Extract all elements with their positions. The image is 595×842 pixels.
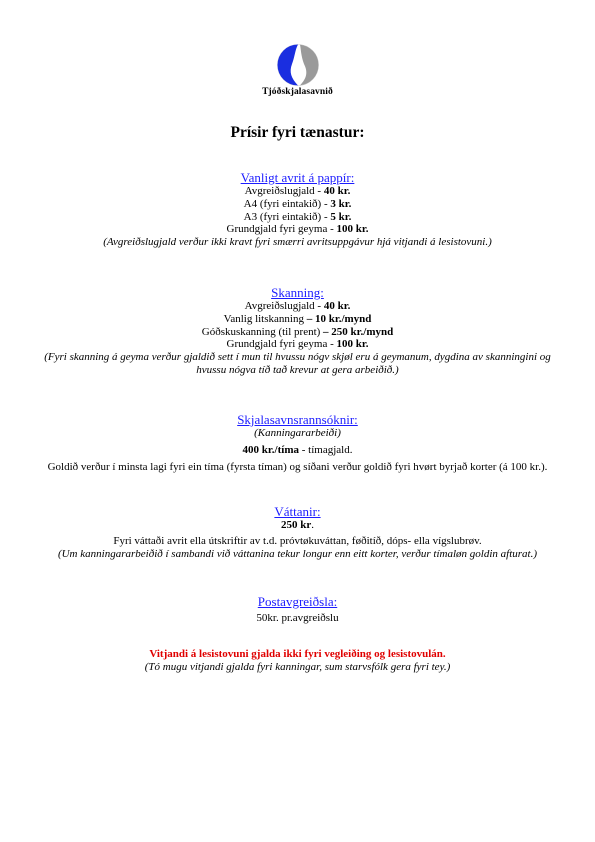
section-text: Fyri váttaði avrit ella útskriftir av t.d. próvtøkuváttan, føðitíð, dóps- ella vígslubrøv. [113, 534, 482, 547]
footer-notice [40, 648, 555, 674]
section-paper-copies [40, 170, 555, 249]
page-title: Prísir fyri tænastur: [230, 124, 365, 141]
section-heading: Váttanir: [274, 504, 321, 519]
section-subheading: (Kanningararbeiði) [254, 427, 341, 439]
price-row: Grundgjald fyri geyma - 100 kr. [226, 338, 369, 351]
archive-logo-icon [277, 44, 319, 86]
section-heading: Vanligt avrit á pappír: [240, 170, 355, 185]
section-note: (Um kanningararbeiðið í sambandi við váttanina tekur longur enn eitt korter, verður tímaløn goldin afturat.) [57, 547, 538, 560]
section-note: (Avgreiðslugjald verður ikki kravt fyri smærri avritsuppgávur hjá vitjandi á lesistovuni.) [103, 236, 492, 249]
section-certificates [40, 504, 555, 560]
price-row: A4 (fyri eintakið) - 3 kr. [243, 197, 352, 210]
price-row: Grundgjald fyri geyma - 100 kr. [226, 223, 369, 236]
price-row: Vanlig litskanning – 10 kr./mynd [223, 312, 372, 325]
section-heading: Skjalasavnsrannsóknir: [237, 412, 358, 427]
section-heading: Skanning: [271, 285, 324, 300]
price-row: A3 (fyri eintakið) - 5 kr. [243, 210, 352, 223]
price-row: Góðskuskanning (til prent) – 250 kr./mynd [201, 325, 394, 338]
section-text: Goldið verður í minsta lagi fyri ein tíma (fyrsta tíman) og síðani verður goldið fyri hvørt byrjað korter (á 100 kr.). [47, 460, 548, 473]
section-archive-research [40, 412, 555, 475]
warning-text: Vitjandi á lesistovuni gjalda ikki fyri vegleiðing og lesistovulán. [149, 648, 446, 660]
section-note: (Fyri skanning á geyma verður gjaldið sett í mun til hvussu nógv skjøl eru á geymanum, dygdina av skanningini og hvussu nógva tíð tað krevur at gera arbeiðið.) [44, 351, 551, 376]
section-heading: Postavgreiðsla: [257, 594, 338, 609]
price-row: 250 kr. [281, 519, 314, 531]
section-scanning [40, 285, 555, 377]
price-row: 400 kr./tíma - tímagjald. [242, 443, 353, 456]
section-postal [40, 594, 555, 625]
logo-text: Tjóðskjalasavnið [262, 87, 333, 97]
footer-note: (Tó mugu vitjandi gjalda fyri kanningar, sum starvsfólk gera fyri tey.) [144, 660, 451, 673]
price-row: Avgreiðslugjald - 40 kr. [244, 185, 351, 197]
price-row: Avgreiðslugjald - 40 kr. [244, 300, 351, 312]
section-text: 50kr. pr.avgreiðslu [256, 612, 339, 624]
